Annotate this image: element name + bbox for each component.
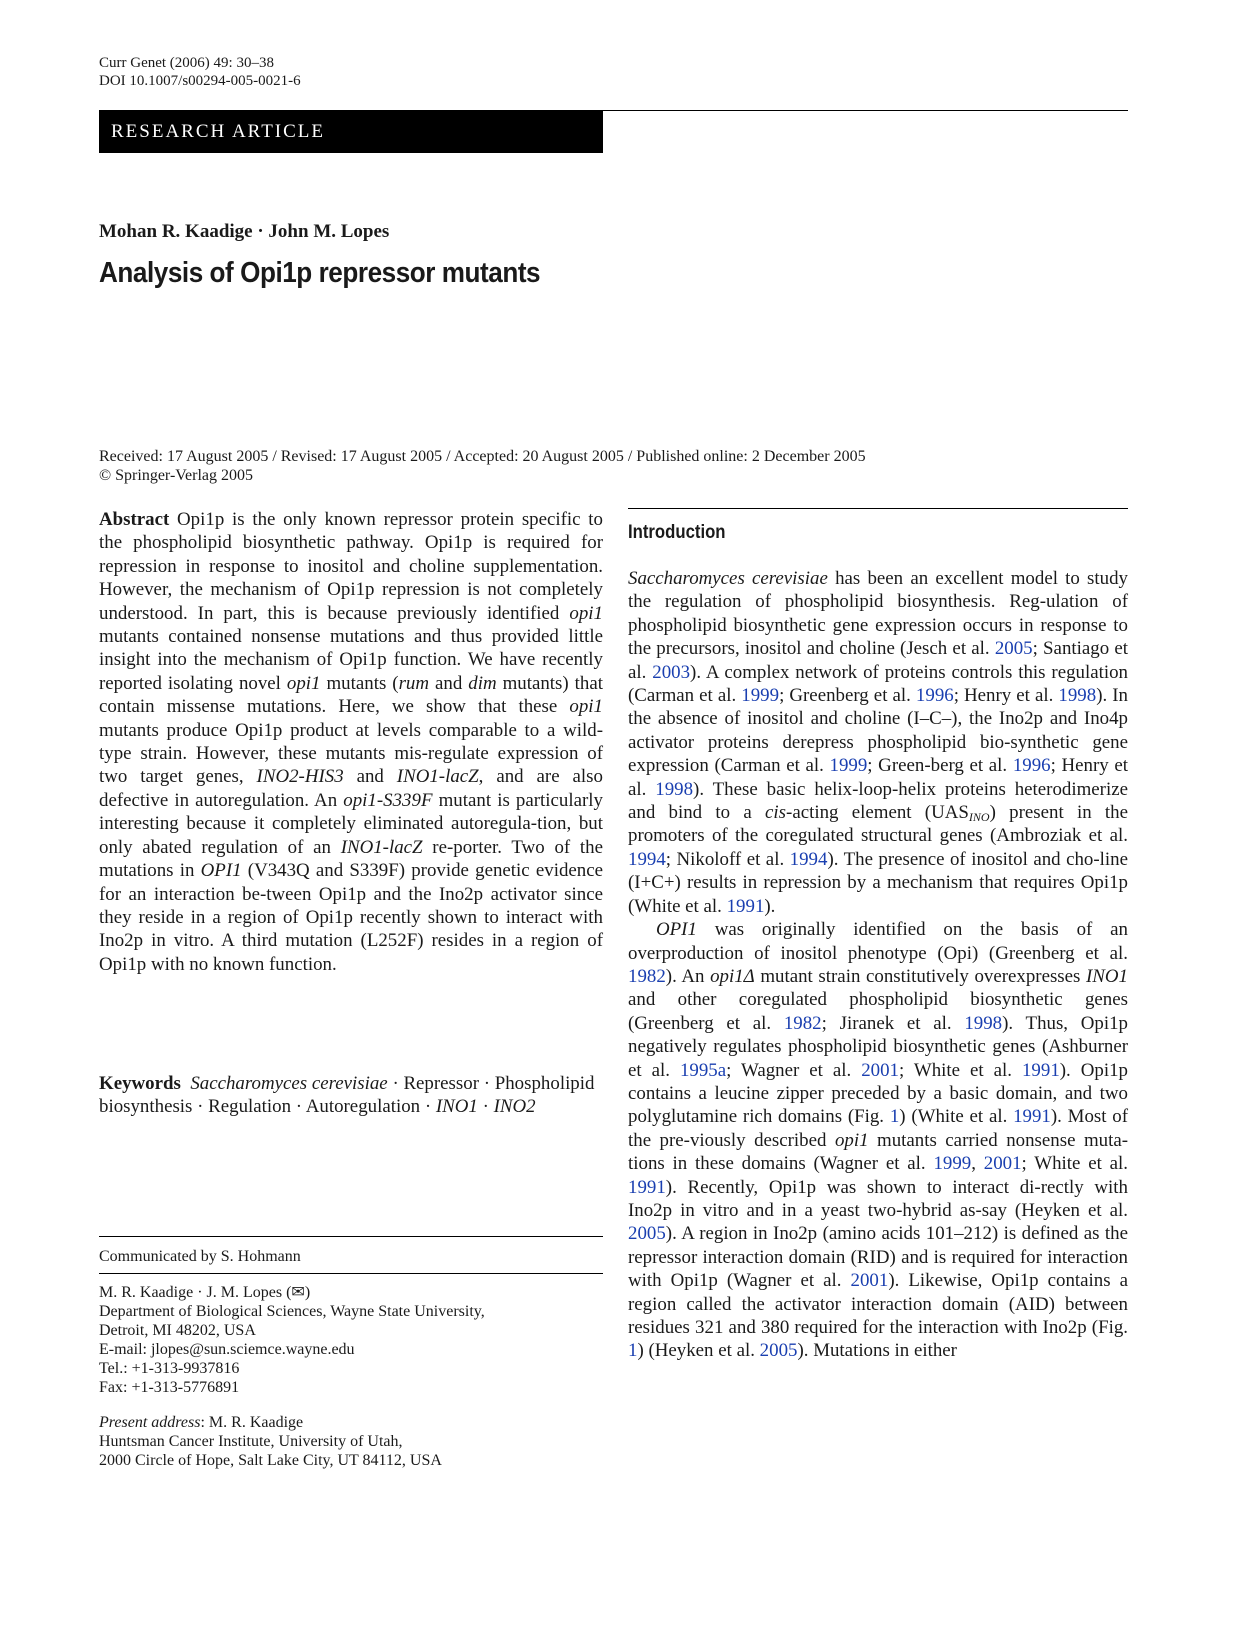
paragraph-text: ). A complex network of proteins controls this regulation (Carman et al. <box>628 661 1128 707</box>
affiliation-line: M. R. Kaadige · J. M. Lopes (✉) <box>99 1284 311 1301</box>
affiliation-line: 2000 Circle of Hope, Salt Lake City, UT 84112, USA <box>99 1452 442 1469</box>
citation-link[interactable]: 1982 <box>783 1012 822 1034</box>
citation-link[interactable]: 1994 <box>789 848 828 870</box>
dates-line: Received: 17 August 2005 / Revised: 17 August 2005 / Accepted: 20 August 2005 / Published online: 2 December 2005 <box>99 448 866 465</box>
paragraph-text: ). Opi1p contains a leucine zipper preceded by a basic domain, and two polyglutamine rich domains (Fig. <box>628 1059 1128 1128</box>
citation-link[interactable]: 2001 <box>861 1059 899 1081</box>
footnote-rule <box>99 1236 603 1237</box>
italic-term: opi1 <box>834 1129 869 1151</box>
paragraph-text: ; Henry et al. <box>628 755 1128 800</box>
paragraph-text: ; Greenberg et al. <box>779 685 916 707</box>
abstract-label: Abstract <box>99 509 170 530</box>
paragraph-text: ). Mutations in either <box>797 1340 957 1362</box>
paragraph-text: ). These basic helix-loop-helix proteins heterodimerize and bind to a <box>628 778 1128 824</box>
abstract-text: mutants produce Opi1p product at levels comparable to a wild-type strain. However, these mutants mis-regulate expression of two target genes, <box>99 719 603 788</box>
gene-name: INO2-HIS3 <box>256 766 344 788</box>
citation-link[interactable]: 2005 <box>994 638 1033 660</box>
italic-term: Saccharomyces cerevisiae <box>628 568 828 589</box>
journal-citation <box>99 54 301 90</box>
article-title: Analysis of Opi1p repressor mutants <box>99 257 541 289</box>
abstract-text: mutants) that contain missense mutations. Here, we show that these <box>99 672 603 718</box>
gene-name: INO1-lacZ <box>340 836 423 858</box>
paragraph-text: ). The presence of inositol and cho-line (I+C+) results in repression by a mechanism that requires Opi1p (White et al. <box>628 848 1128 917</box>
paragraph-text: mutant strain constitutively overexpresses <box>754 965 1087 987</box>
paragraph-text: was originally identified on the basis of an overproduction of inositol phenotype (Opi) (Greenberg et al. <box>628 919 1128 964</box>
abstract-text: mutants ( <box>326 672 399 694</box>
citation-link[interactable]: 1994 <box>628 848 666 870</box>
paragraph-text: ; Henry et al. <box>953 685 1059 707</box>
abstract-text: (V343Q and S339F) provide genetic evidence for an interaction be-tween Opi1p and the Ino2p activator since they reside in a region of Opi1p recently shown to interact with Ino2p in vitro. A third mutation (L252F) resides in a region of Opi1p with no known function. <box>99 860 604 975</box>
paragraph-text: ; White et al. <box>1021 1153 1128 1175</box>
paragraph-text: and other coregulated phospholipid biosynthetic genes (Greenberg et al. <box>628 989 1128 1034</box>
citation-link[interactable]: 1995a <box>679 1059 727 1081</box>
citation-link[interactable]: 1998 <box>1058 685 1097 707</box>
gene-name: opi1 <box>569 696 603 718</box>
paragraph-text: ; Wagner et al. <box>726 1059 862 1081</box>
paragraph-text: ). <box>764 895 776 917</box>
paragraph-text: -acting element (UAS <box>786 802 969 824</box>
citation-link[interactable]: 1999 <box>933 1153 972 1175</box>
communicated-by: Communicated by S. Hohmann <box>99 1248 301 1265</box>
paragraph-text: ; Santiago et al. <box>628 638 1128 683</box>
affiliation-line: Huntsman Cancer Institute, University of Utah, <box>99 1433 403 1450</box>
paragraph-text: ; Nikoloff et al. <box>665 848 790 870</box>
paragraph-text: ). Most of the pre-viously described <box>628 1106 1128 1151</box>
gene-name: INO1-lacZ <box>396 766 479 788</box>
keyword: INO1 <box>435 1096 478 1118</box>
gene-name: opi1 <box>569 602 603 624</box>
citation-link[interactable]: 2001 <box>850 1270 889 1292</box>
paragraph-text: ) (Heyken et al. <box>637 1340 760 1362</box>
abstract-text: Opi1p is the only known repressor protein specific to the phospholipid biosynthetic pathway. Opi1p is required for repression in response to inositol and choline supplementation. However, the mechanism of Opi1p repression is not completely understood. In part, this is because previously identified <box>99 509 603 624</box>
gene-name: opi1 <box>286 672 321 694</box>
citation-link[interactable]: 1 <box>889 1106 900 1128</box>
paragraph-text: ) present in the promoters of the coregulated structural genes (Ambroziak et al. <box>628 802 1129 847</box>
keyword: INO2 <box>493 1096 536 1118</box>
italic-term: INO1 <box>1086 965 1128 987</box>
citation-link[interactable]: 2005 <box>628 1223 666 1245</box>
affiliation-line: Detroit, MI 48202, USA <box>99 1322 256 1339</box>
fax: Fax: +1-313-5776891 <box>99 1379 240 1396</box>
header-rule <box>600 110 1128 111</box>
citation-link[interactable]: 1999 <box>829 755 868 777</box>
abstract <box>99 508 603 976</box>
citation-link[interactable]: 2003 <box>652 661 691 683</box>
abstract-text: re-porter. Two of the mutations in <box>99 836 603 882</box>
keywords <box>99 1072 603 1119</box>
paragraph-text: ; Jiranek et al. <box>821 1012 965 1034</box>
abstract-text: and <box>356 766 384 788</box>
paragraph-text: ). In the absence of inositol and choline (I–C–), the Ino2p and Ino4p activator proteins derepress phospholipid bio-synthetic gene expression (Carman et al. <box>628 685 1128 777</box>
abstract-text: and <box>435 672 463 694</box>
gene-name: rum <box>398 672 430 694</box>
email: E-mail: jlopes@sun.sciemce.wayne.edu <box>99 1341 355 1358</box>
section-heading-introduction: Introduction <box>628 522 726 543</box>
citation-link[interactable]: 2001 <box>983 1153 1022 1175</box>
citation-link[interactable]: 1991 <box>1013 1106 1051 1128</box>
present-address <box>99 1413 442 1470</box>
citation-link[interactable]: 1982 <box>628 965 666 987</box>
gene-name: OPI1 <box>200 860 242 882</box>
gene-name: opi1-S339F <box>343 789 433 811</box>
author-affiliation <box>99 1283 485 1397</box>
affiliation-line: : M. R. Kaadige <box>200 1414 304 1431</box>
paragraph <box>628 567 1128 918</box>
abstract-text: , and are also defective in autoregulation. An <box>99 766 603 811</box>
paragraph-text: ). An <box>665 965 711 987</box>
phone: Tel.: +1-313-9937816 <box>99 1360 240 1377</box>
keyword: · Repressor · Phospholipid biosynthesis · Regulation · Autoregulation · <box>99 1073 595 1118</box>
italic-term: opi1Δ <box>710 965 755 987</box>
citation-link[interactable]: 1991 <box>1021 1059 1060 1081</box>
paragraph-text: ) (White et al. <box>899 1106 1014 1128</box>
citation-link[interactable]: 2005 <box>759 1340 798 1362</box>
citation-link[interactable]: 1 <box>628 1340 638 1362</box>
paragraph-text: , <box>971 1153 984 1175</box>
introduction-body <box>628 567 1128 1363</box>
italic-term: cis <box>765 802 787 824</box>
section-banner: RESEARCH ARTICLE <box>99 110 603 153</box>
keywords-label: Keywords <box>99 1073 181 1094</box>
paragraph-text: ). Recently, Opi1p was shown to interact di-rectly with Ino2p in vitro and in a yeast two-hybrid as-say (Heyken et al. <box>628 1176 1128 1221</box>
present-address-label: Present address <box>99 1414 201 1431</box>
paragraph-text: ). Thus, Opi1p negatively regulates phospholipid biosynthetic genes (Ashburner et al. <box>628 1012 1128 1081</box>
keyword-separator: · <box>482 1096 489 1118</box>
footnote-rule <box>99 1273 603 1274</box>
citation-link[interactable]: 1991 <box>726 895 765 917</box>
paragraph-text: has been an excellent model to study the regulation of phospholipid biosynthesis. Reg-ulation of phospholipid biosynthetic gene expression occurs in response to the precursors, inositol and choline (Jesch et al. <box>628 568 1128 660</box>
citation-link[interactable]: 1991 <box>628 1176 666 1198</box>
citation-link[interactable]: 1996 <box>915 685 954 707</box>
abstract-text: mutants contained nonsense mutations and thus provided little insight into the mechanism of Opi1p function. We have recently reported isolating novel <box>99 626 603 694</box>
author-list: Mohan R. Kaadige · John M. Lopes <box>99 221 390 242</box>
copyright: © Springer-Verlag 2005 <box>99 467 254 484</box>
paragraph-text: ). A region in Ino2p (amino acids 101–212) is defined as the repressor interaction domain (RID) and is required for interaction with Opi1p (Wagner et al. <box>628 1223 1128 1292</box>
paragraph-text: mutants carried nonsense muta-tions in these domains (Wagner et al. <box>628 1129 1129 1175</box>
citation-link[interactable]: 1998 <box>655 778 694 800</box>
abstract-text: mutant is particularly interesting because it completely eliminated autoregula-tion, but only abated regulation of an <box>99 789 603 858</box>
journal-volume: Curr Genet (2006) 49: 30–38 <box>99 55 274 71</box>
paragraph-text: ; White et al. <box>899 1059 1022 1081</box>
paragraph <box>628 918 1128 1363</box>
gene-name: dim <box>468 672 497 694</box>
citation-link[interactable]: 1999 <box>741 685 780 707</box>
intro-rule <box>628 508 1128 509</box>
doi: DOI 10.1007/s00294-005-0021-6 <box>99 73 301 89</box>
paragraph-text: ). Likewise, Opi1p contains a region called the activator interaction domain (AID) between residues 321 and 380 required for the interaction with Ino2p (Fig. <box>628 1270 1128 1338</box>
citation-link[interactable]: 1996 <box>1012 755 1051 777</box>
italic-term: OPI1 <box>656 919 697 941</box>
publication-history <box>99 447 866 485</box>
subscript: INO <box>968 810 990 825</box>
citation-link[interactable]: 1998 <box>964 1012 1003 1034</box>
affiliation-line: Department of Biological Sciences, Wayne State University, <box>99 1303 485 1320</box>
paragraph-text: ; Green-berg et al. <box>867 755 1013 777</box>
keyword: Saccharomyces cerevisiae <box>190 1073 388 1094</box>
